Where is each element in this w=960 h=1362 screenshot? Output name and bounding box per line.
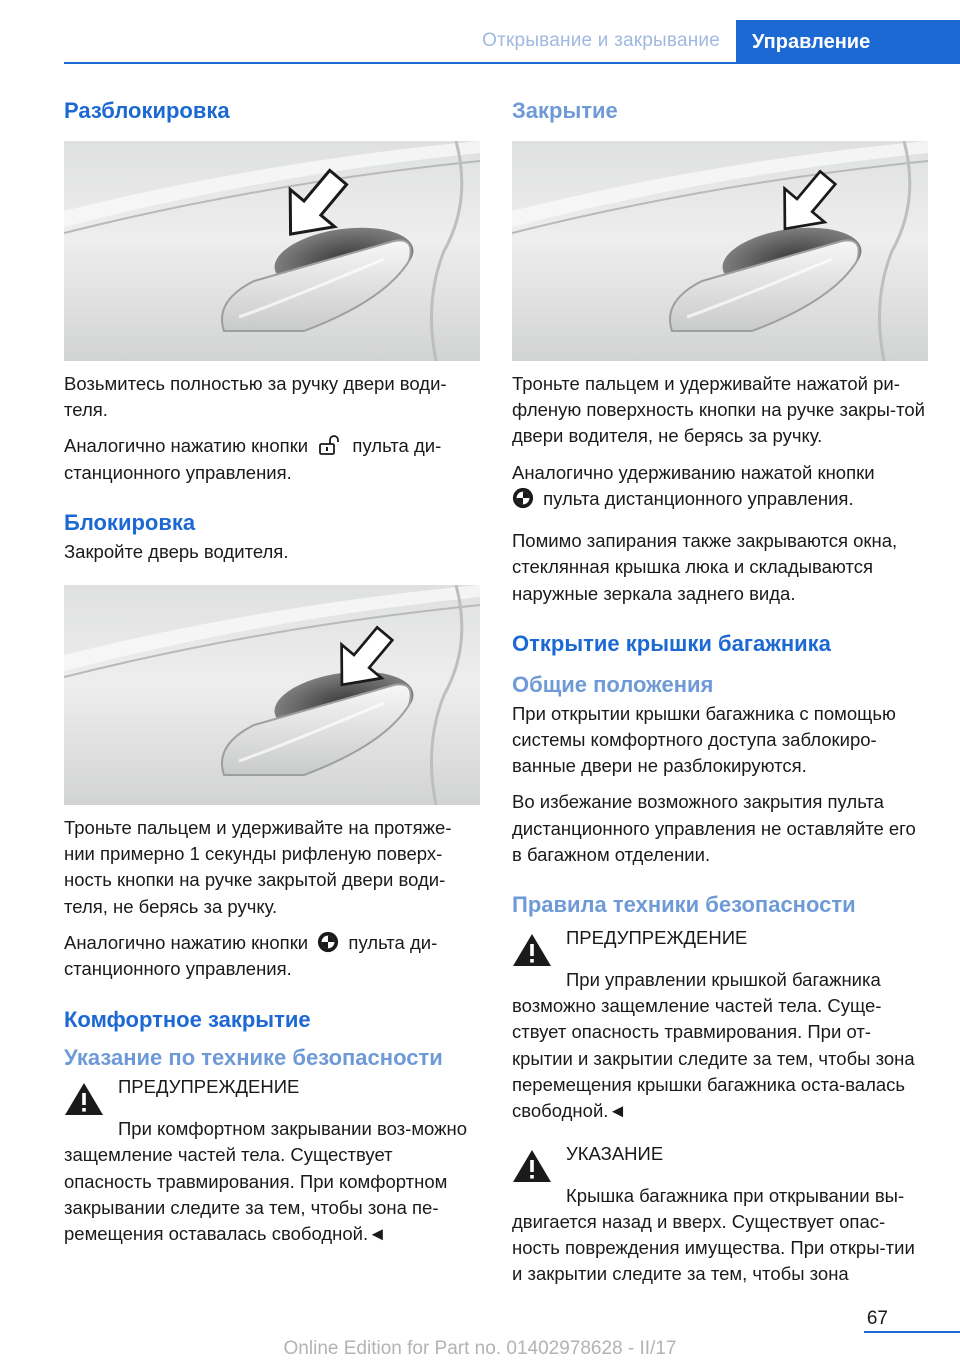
- unlock-icon: [317, 434, 343, 456]
- lock-text-3a: Аналогично нажатию кнопки: [64, 931, 309, 953]
- close-text-1: Троньте пальцем и удерживайте нажатой ри-фленую поверхность кнопки на ручке закры-той двери водителя, не берясь за ручку.: [512, 372, 925, 447]
- bmw-logo-icon: [512, 487, 534, 509]
- left-column: [64, 96, 480, 1247]
- trunk-note-block: [512, 1141, 928, 1183]
- warning-triangle-icon: [512, 933, 552, 967]
- unlock-text-2a: Аналогично нажатию кнопки: [64, 435, 309, 457]
- lock-text-3: [64, 930, 480, 983]
- bmw-logo-icon: [317, 931, 339, 953]
- warning-triangle-icon: [64, 1082, 104, 1116]
- comfort-warning-block: [64, 1074, 480, 1116]
- header-chapter-title: Открывание и закрывание: [482, 30, 720, 51]
- door-handle-close-photo: [512, 141, 928, 361]
- trunk-note-label: УКАЗАНИЕ: [566, 1142, 664, 1164]
- right-column: [512, 96, 928, 1288]
- close-text-3: Помимо запирания также закрываются окна, стеклянная крышка люка и складываются наружные зеркала заднего вида.: [512, 530, 898, 604]
- lock-text-1: Закройте дверь водителя.: [64, 540, 289, 562]
- trunk-text-2: Во избежание возможного закрытия пульта дистанционного управления не оставляйте его в багажном отделении.: [512, 791, 916, 865]
- trunk-text-1: При открытии крышки багажника с помощью системы комфортного доступа заблокиро-ванные двери не разблокируются.: [512, 702, 896, 777]
- header-rule: [64, 62, 960, 64]
- comfort-warning-label: ПРЕДУПРЕЖДЕНИЕ: [118, 1076, 300, 1098]
- trunk-warning-block: [512, 925, 928, 967]
- close-heading: Закрытие: [512, 98, 618, 123]
- trunk-warning-text: При управлении крышкой багажника возможно защемление частей тела. Суще-ствует опасность травмирования. При от-крытии и закрытии следите за тем, чтобы зона перемещения крышки багажника оста-валась свободной.◄: [512, 968, 915, 1122]
- comfort-warning-text: При комфортном закрывании воз-можно защемление частей тела. Существует опасность травмирования. При комфортном закрывании следите за тем, чтобы зона пе-ремещения оставалась свободной.◄: [64, 1118, 468, 1245]
- trunk-general-subheading: Общие положения: [512, 671, 714, 697]
- close-text-2b: пульта дистанционного управления.: [543, 487, 854, 509]
- door-handle-unlock-photo: [64, 141, 480, 361]
- footer-rule: [864, 1331, 960, 1333]
- header-section-tab: Управление: [736, 20, 960, 64]
- trunk-warning-label: ПРЕДУПРЕЖДЕНИЕ: [566, 926, 748, 948]
- lock-text-2: Троньте пальцем и удерживайте на протяже-нии примерно 1 секунды рифленую поверх-ность кнопки на ручке закрытой двери води-теля, не берясь за ручку.: [64, 816, 452, 917]
- unlock-text-1: Возьмитесь полностью за ручку двери води-теля.: [64, 372, 447, 421]
- unlock-text-2b: пульта ди-станционного управления.: [64, 435, 442, 483]
- warning-triangle-icon: [512, 1149, 552, 1183]
- trunk-safety-subheading: Правила техники безопасности: [512, 892, 856, 918]
- trunk-open-heading: Открытие крышки багажника: [512, 630, 831, 656]
- lock-text-3b: пульта ди-станционного управления.: [64, 931, 438, 980]
- close-text-2: [512, 460, 928, 513]
- page-number: 67: [866, 1308, 888, 1329]
- unlock-heading: Разблокировка: [64, 98, 230, 123]
- lock-heading: Блокировка: [64, 509, 196, 535]
- unlock-text-2: [64, 433, 480, 486]
- close-text-2a: Аналогично удерживанию нажатой кнопки: [512, 461, 875, 483]
- edition-footer: Online Edition for Part no. 01402978628 - II/17: [283, 1338, 677, 1359]
- comfort-close-heading: Комфортное закрытие: [64, 1006, 311, 1032]
- door-handle-lock-photo: [64, 585, 480, 805]
- trunk-note-text: Крышка багажника при открывании вы-двигается назад и вверх. Существует опас-ность повреждения имущества. При откры-тии и закрытии следите за тем, чтобы зона: [512, 1184, 915, 1285]
- comfort-safety-subheading: Указание по технике безопасности: [64, 1045, 443, 1071]
